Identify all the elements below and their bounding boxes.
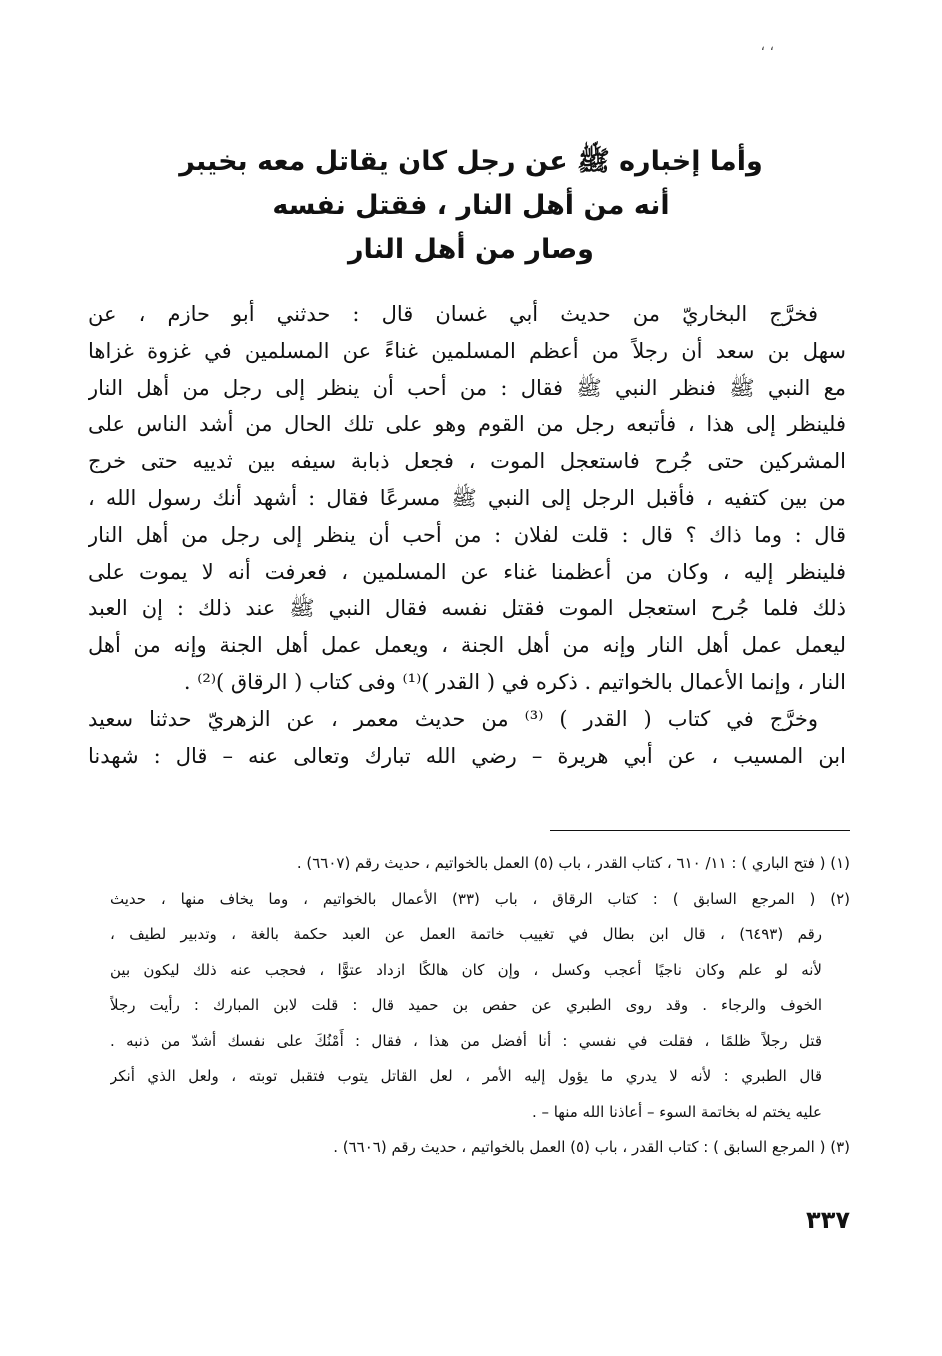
- section-heading: [140, 140, 802, 272]
- footnote-line: (٢) ( المرجع السابق ) : كتاب الرقاق ، باب (٣٣) الأعمال بالخواتيم ، وما يخاف منها ، حديث: [110, 889, 850, 908]
- footnote-line: قال الطبري : لأنه لا يدري ما يؤول إليه الأمر ، لعل القاتل يتوب فتقبل توبته ، ولعل الذي أنكر: [110, 1067, 822, 1085]
- footnote-line: عليه يختم له بخاتمة السوء – أعاذنا الله منها – .: [531, 1102, 822, 1121]
- body-line: فلينظر إلى هذا ، فأتبعه رجل من القوم وهو على تلك الحال من أشد الناس على: [88, 412, 846, 437]
- footnote-line: رقم (٦٤٩٣) ، قال ابن بطال في تغييب خاتمة العمل عن العبد حكمة بالغة ، وتدبير لطيف ،: [110, 925, 822, 943]
- body-line: سهل بن سعد أن رجلاً من أعظم المسلمين غناءً عن المسلمين في غزوة غزاها: [88, 338, 846, 363]
- footnote-line: لأنه لو علم وكان ناجيًا أعجب وكسل ، وإن كان هالكًا ازداد عتوًّا ، فحجب عنه ذلك ليكون بين: [110, 960, 822, 979]
- body-line: فخرَّج البخاريّ من حديث أبي غسان قال : حدثني أبو حازم ، عن: [88, 302, 818, 326]
- body-text: [88, 296, 846, 774]
- body-line: وخرَّج في كتاب ( القدر ) ⁽³⁾ من حديث معمر ، عن الزهريّ حدثنا سعيد: [88, 706, 818, 731]
- body-line: من بين كتفيه ، فأقبل الرجل إلى النبي ﷺ مسرعًا فقال : أشهد أنك رسول الله ،: [88, 485, 846, 510]
- body-line: المشركين حتى جُرح فاستعجل الموت ، فجعل ذبابة سيفه بين ثدييه حتى خرج: [88, 449, 846, 474]
- footnote-line: (١) ( فتح الباري ) : ١١/ ٦١٠ ، كتاب القدر ، باب (٥) العمل بالخواتيم ، حديث رقم (٦٦٠٧) .: [296, 854, 850, 872]
- body-line: النار ، وإنما الأعمال بالخواتيم . ذكره في ( القدر )⁽¹⁾ وفى كتاب ( الرقاق )⁽²⁾ .: [183, 669, 846, 694]
- footnotes: [110, 846, 850, 1166]
- body-line: فلينظر إليه ، وكان من أعظمنا غناء عن المسلمين ، فعرفت أنه لا يموت على: [88, 559, 846, 584]
- footnote-divider: [550, 830, 850, 831]
- corner-mark: ، ،: [760, 38, 774, 54]
- body-line: ذلك فلما جُرح استعجل الموت فقتل نفسه فقال النبي ﷺ عند ذلك : إن العبد: [88, 596, 846, 621]
- heading-line-3: وصار من أهل النار: [348, 234, 594, 265]
- body-line: ليعمل عمل أهل النار وإنه من أهل الجنة ، ويعمل عمل أهل الجنة وإنه من أهل: [88, 633, 846, 658]
- footnote-line: الخوف والرجاء . وقد روى الطبري عن حفص بن حميد قال : قلت لابن المبارك : رأيت رجلاً: [110, 996, 822, 1014]
- page-number: ٣٣٧: [806, 1206, 850, 1234]
- footnote-line: قتل رجلاً ظلمًا ، فقلت في نفسي : أنا أفضل من هذا ، فقال : أَمْنُكَ على نفسك أشدّ من ذنبه .: [110, 1031, 822, 1050]
- footnote-line: (٣) ( المرجع السابق ) : كتاب القدر ، باب (٥) العمل بالخواتيم ، حديث رقم (٦٦٠٦) .: [333, 1138, 850, 1156]
- body-line: مع النبي ﷺ فنظر النبي ﷺ فقال : من أحب أن ينظر إلى رجل من أهل النار: [88, 375, 846, 400]
- body-line: ابن المسيب ، عن أبي هريرة – رضي الله تبارك وتعالى عنه – قال : شهدنا: [88, 743, 846, 768]
- heading-line-2: أنه من أهل النار ، فقتل نفسه: [272, 190, 670, 221]
- heading-line-1: وأما إخباره ﷺ عن رجل كان يقاتل معه بخيبر: [179, 146, 763, 177]
- body-line: قال : وما ذاك ؟ قال : قلت لفلان : من أحب أن ينظر إلى رجل من أهل النار: [88, 522, 846, 547]
